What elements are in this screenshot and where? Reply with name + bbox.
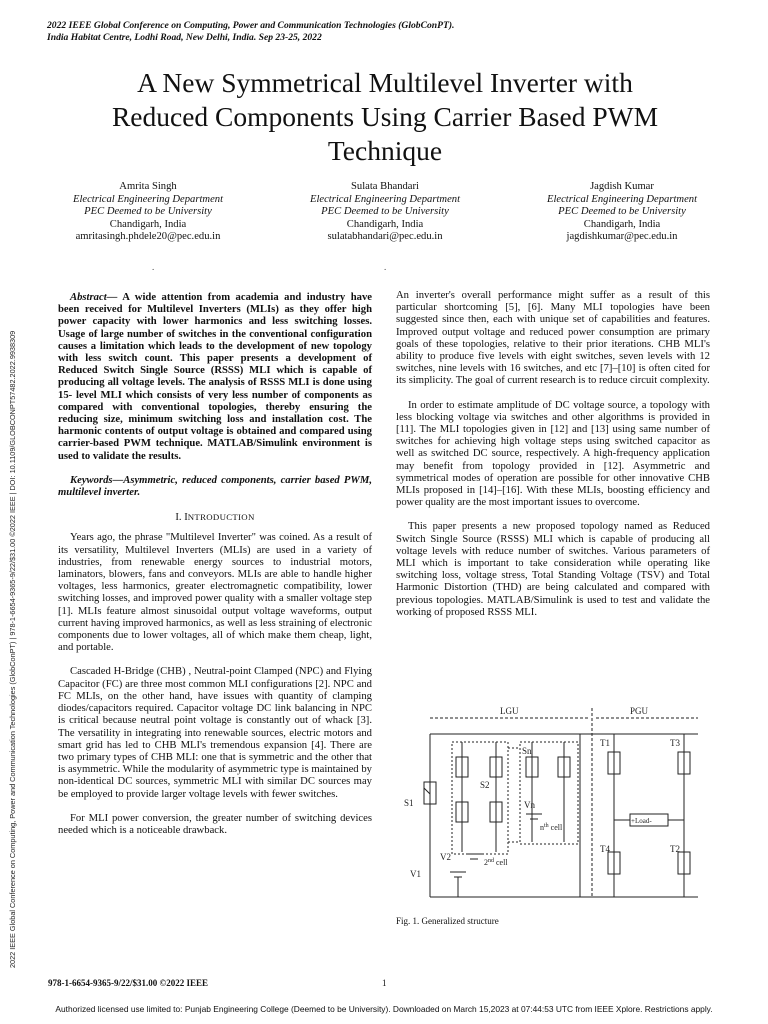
- author-univ: PEC Deemed to be University: [321, 206, 449, 218]
- nth-cell-suffix: th: [544, 823, 549, 829]
- paper-title: [40, 66, 730, 168]
- abstract-dash: —: [106, 292, 123, 303]
- author-univ: PEC Deemed to be University: [84, 206, 212, 218]
- lgu-label: LGU: [500, 706, 519, 716]
- author-email[interactable]: amritasingh.phdele20@pec.edu.in: [75, 231, 221, 243]
- second-cell-number: 2: [484, 858, 488, 867]
- title-line-2: Reduced Components Using Carrier Based PWM: [111, 101, 659, 132]
- side-metadata: 2022 IEEE Global Conference on Computing, Power and Communication Technologies (GlobConPT) | 978-1-6654-9365-9/22/$31.00 ©2022 IEEE | DOI: 10.1109/GLOBCONPT57482.2022.9938309: [8, 330, 17, 968]
- conference-header: [47, 20, 454, 44]
- body-paragraph: Years ago, the phrase "Multilevel Inverter" was coined. As a result of its versatility, Multilevel Inverters (MLIs) are used in a variety of industries, from renewable energy sources to industrial motors, laminators, blowers, fans and conveyors. MLIs are able to handle higher voltages, less harmonics, greater electromagnetic compatibility, lower switching losses, and improved power quality with a smaller voltage step [1]. MLIs feature almost sinusoidal output voltage waveforms, output current having improved harmonics, as well as less straining of electronic components due to lower voltages, all of which make them cheap, light, and portable.: [58, 532, 372, 654]
- author-2: [267, 181, 503, 244]
- abstract: [58, 292, 372, 463]
- author-dept: Electrical Engineering Department: [72, 193, 224, 205]
- s1-label: S1: [404, 798, 414, 808]
- circuit-diagram-figure: [400, 702, 710, 912]
- t2-label: T2: [670, 844, 680, 854]
- s1-gate: [424, 788, 430, 794]
- vn-label: Vn: [524, 800, 535, 810]
- figure-caption: Fig. 1. Generalized structure: [396, 916, 499, 926]
- s2-label: S2: [480, 780, 490, 790]
- load-label: +Load-: [631, 817, 652, 825]
- t1-label: T1: [600, 738, 610, 748]
- keywords-text: —Asymmetric, reduced components, carrier based PWM, multilevel inverter.: [58, 474, 372, 499]
- nth-cell-word: cell: [548, 823, 563, 832]
- body-paragraph: An inverter's overall performance might suffer as a result of this particular shortcoming [5], [6]. Many MLI topologies have been suggested since then, each with unique set of capabilities and features. Improved output voltage and reduced power consumption are primary goals of these topologies, relative to their prior iterations. CHB MLI's ability to produce five levels with eight switches, seven levels with 12 switches, nine levels with 16 switches, and etc [7]–[10] is often cited for its simplicity. The goal of current research is to reduce circuit complexity.: [396, 290, 710, 387]
- second-cell-label: [484, 858, 508, 867]
- t3-label: T3: [670, 738, 680, 748]
- body-paragraph: This paper presents a new proposed topology named as Reduced Switch Single Source (RSSS) MLI which is capable of producing all voltage levels with reduce number of switches. Various parameters of MLI which is important to take consideration while operating like switching loss, voltage stress, Total Standing Voltage (TSV) and Total Harmonic Distortion (THD) are being calculated and compared with previous topologies. MATLAB/Simulink is used to test and validate the working of proposed RSSS MLI.: [396, 521, 710, 618]
- section-first-letter: I: [184, 512, 188, 524]
- section-number: I.: [175, 512, 182, 524]
- second-cell-box: [452, 742, 508, 854]
- nth-cell-label: [540, 823, 563, 832]
- keywords-lead: Keywords: [70, 474, 113, 486]
- author-name: Jagdish Kumar: [590, 181, 654, 192]
- v2-label: V2: [440, 852, 451, 862]
- separator-dot: .: [384, 262, 387, 272]
- author-email[interactable]: jagdishkumar@pec.edu.in: [566, 231, 678, 243]
- author-city: Chandigarh, India: [346, 218, 424, 230]
- page-number: 1: [382, 978, 387, 988]
- second-cell-suffix: nd: [488, 858, 494, 864]
- nth-cell-number: n: [540, 823, 544, 832]
- author-block: [30, 181, 740, 244]
- second-cell-word: cell: [494, 858, 508, 867]
- v1-label: V1: [410, 869, 421, 879]
- author-dept: Electrical Engineering Department: [546, 193, 698, 205]
- author-name: Sulata Bhandari: [351, 181, 419, 192]
- author-city: Chandigarh, India: [583, 218, 661, 230]
- footer-isbn: 978-1-6654-9365-9/22/$31.00 ©2022 IEEE: [48, 978, 208, 988]
- title-line-1: A New Symmetrical Multilevel Inverter with: [137, 67, 633, 98]
- left-column: [58, 292, 372, 849]
- author-name: Amrita Singh: [119, 181, 177, 192]
- body-paragraph: In order to estimate amplitude of DC voltage source, a topology with less blocking voltage via switches and other algorithms is provided in [11]. The MLI topologies given in [12] and [13] using same number of switches for achieving high voltage steps using switched capacitor as well as switched DC source, respectively. A high-frequency application may benefit from topology provided in [12]. Asymmetric and symmetrical modes of operation are possible for other innovative CHB MLIs proposed in [14]–[16]. With these MLIs, boosting efficiency and power quality are the most important issues to overcome.: [396, 399, 710, 509]
- author-3: [504, 181, 740, 244]
- t4-label: T4: [600, 844, 610, 854]
- title-line-3: Technique: [327, 135, 443, 166]
- author-dept: Electrical Engineering Department: [309, 193, 461, 205]
- abstract-lead: Abstract: [70, 292, 107, 303]
- body-paragraph: For MLI power conversion, the greater number of switching devices needed which is a noticeable drawback.: [58, 812, 372, 836]
- pgu-label: PGU: [630, 706, 649, 716]
- sn-label: Sn: [522, 746, 532, 756]
- author-email[interactable]: sulatabhandari@pec.edu.in: [327, 231, 443, 243]
- section-heading-introduction: [58, 511, 372, 524]
- abstract-text: A wide attention from academia and industry have been received for Multilevel Inverters (MLIs) as they offer high power capacity with lower harmonics and less switching losses. Usage of large number of switches in the conventional configuration causes a limitation which leads to the development of new topology with less switch count. This paper presents a development of Reduced Switch Single Source (RSSS) MLI which is capable of producing all voltage levels. The analysis of RSSS MLI is done using 15- level MLI which consists of very less number of components as compared with conventional topologies, thereby ensuring the reducing size, minimum switching loss and installation cost. The harmonic contents of output voltage is obtained and compared using carrier-based PWM technique. MATLAB/Simulink environment is used to validate the results.: [58, 292, 373, 462]
- body-paragraph: Cascaded H-Bridge (CHB) , Neutral-point Clamped (NPC) and Flying Capacitor (FC) are three most common MLI configurations [2]. NPC and FC MLIs, on the other hand, have issues with quantity of clamping diodes/capacitors required. Capacitor voltage DC link balancing in NPC is critical because neutral point voltage is constantly out of whack [3]. The versatility in integrating into renewable sources, electric motors and smart grid has led to CHB MLI's tremendous expansion [4]. There are two primary types of CHB MLI: one that is symmetric and the other that is asymmetric. While the modularity of asymmetric type is maintained by non-identical DC sources, symmetric MLI with similar DC sources may be employed to provide larger voltage levels with fewer switches.: [58, 666, 372, 800]
- author-univ: PEC Deemed to be University: [558, 206, 686, 218]
- conference-line-2: India Habitat Centre, Lodhi Road, New Delhi, India. Sep 23-25, 2022: [47, 32, 322, 43]
- author-1: [30, 181, 266, 244]
- keywords: [58, 475, 372, 499]
- conference-line-1: 2022 IEEE Global Conference on Computing, Power and Communication Technologies (GlobConPT).: [47, 20, 455, 31]
- authorized-use-notice: Authorized licensed use limited to: Punjab Engineering College (Deemed to be University). Downloaded on March 15,2023 at 07:44:53 UTC from IEEE Xplore. Restrictions apply.: [55, 1004, 713, 1014]
- section-rest: NTRODUCTION: [187, 512, 255, 523]
- right-column: [396, 290, 710, 631]
- separator-dot: .: [152, 262, 155, 272]
- author-city: Chandigarh, India: [109, 218, 187, 230]
